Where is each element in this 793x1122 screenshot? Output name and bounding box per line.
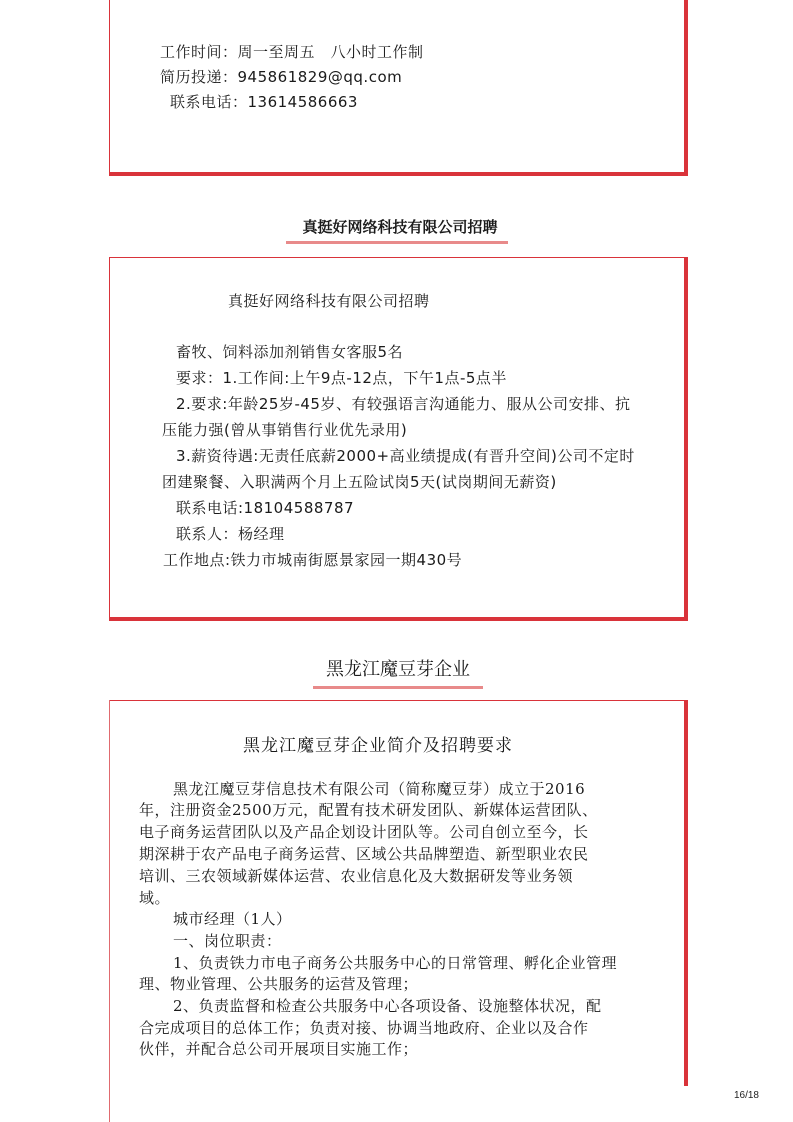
page-number: 16/18 bbox=[733, 1090, 759, 1101]
work-address-line: 工作地点:铁力市城南街愿景家园一期430号 bbox=[163, 551, 463, 569]
intro-paragraph-line: 培训、三农领域新媒体运营、农业信息化及大数据研发等业务领 bbox=[139, 867, 574, 885]
section-heading-modouya: 黑龙江魔豆芽企业 bbox=[326, 659, 470, 680]
box-bottom-bar bbox=[109, 617, 688, 621]
responsibility-line: 2、负责监督和检查公共服务中心各项设备、设施整体状况，配 bbox=[173, 997, 602, 1015]
top-info-box bbox=[109, 0, 686, 176]
box-bottom-bar bbox=[109, 172, 688, 176]
resume-email-line: 简历投递：945861829@qq.com bbox=[160, 68, 403, 86]
responsibility-line: 1、负责铁力市电子商务公共服务中心的日常管理、孵化企业管理 bbox=[173, 954, 618, 972]
intro-paragraph-line: 期深耕于农产品电子商务运营、区域公共品牌塑造、新型职业农民 bbox=[139, 845, 589, 863]
section-heading-underline bbox=[286, 241, 508, 244]
responsibility-line: 伙伴，并配合总公司开展项目实施工作； bbox=[139, 1040, 419, 1058]
box-title: 真挺好网络科技有限公司招聘 bbox=[228, 292, 430, 310]
box-right-bar bbox=[684, 700, 688, 1086]
responsibility-line: 理、物业管理、公共服务的运营及管理； bbox=[139, 975, 419, 993]
contact-person-line: 联系人：杨经理 bbox=[176, 525, 285, 543]
box-right-bar bbox=[684, 0, 688, 176]
requirement-hours-line: 要求：1.工作间:上午9点-12点，下午1点-5点半 bbox=[176, 369, 507, 387]
box-right-bar bbox=[684, 257, 688, 621]
salary-line: 3.薪资待遇:无责任底薪2000+高业绩提成(有晋升空间)公司不定时 bbox=[176, 447, 635, 465]
intro-paragraph-line: 域。 bbox=[139, 889, 171, 907]
requirement-age-line: 2.要求:年龄25岁-45岁、有较强语言沟通能力、服从公司安排、抗 bbox=[176, 395, 631, 413]
modouya-intro-box bbox=[109, 700, 686, 1122]
requirement-age-line-cont: 压能力强(曾从事销售行业优先录用) bbox=[162, 421, 408, 439]
contact-phone-line: 联系电话：13614586663 bbox=[170, 93, 358, 111]
box-top-line bbox=[110, 257, 686, 258]
zhentinghao-recruit-box bbox=[109, 257, 686, 621]
job-position-line: 畜牧、饲料添加剂销售女客服5名 bbox=[176, 343, 404, 361]
section-heading-zhentinghao: 真挺好网络科技有限公司招聘 bbox=[302, 218, 498, 236]
box-top-line bbox=[110, 700, 686, 701]
section-heading-underline bbox=[313, 686, 483, 689]
contact-phone-line: 联系电话:18104588787 bbox=[176, 499, 355, 517]
box-title: 黑龙江魔豆芽企业简介及招聘要求 bbox=[243, 736, 513, 756]
intro-paragraph-line: 年，注册资金2500万元，配置有技术研发团队、新媒体运营团队、 bbox=[139, 801, 598, 819]
responsibilities-heading: 一、岗位职责： bbox=[173, 932, 282, 950]
job-title-line: 城市经理（1人） bbox=[173, 910, 292, 928]
responsibility-line: 合完成项目的总体工作；负责对接、协调当地政府、企业以及合作 bbox=[139, 1019, 589, 1037]
intro-paragraph-line: 黑龙江魔豆芽信息技术有限公司（简称魔豆芽）成立于2016 bbox=[173, 780, 586, 798]
salary-line-cont: 团建聚餐、入职满两个月上五险试岗5天(试岗期间无薪资) bbox=[162, 473, 557, 491]
work-time-line: 工作时间：周一至周五 八小时工作制 bbox=[160, 43, 424, 61]
intro-paragraph-line: 电子商务运营团队以及产品企划设计团队等。公司自创立至今，长 bbox=[139, 823, 589, 841]
